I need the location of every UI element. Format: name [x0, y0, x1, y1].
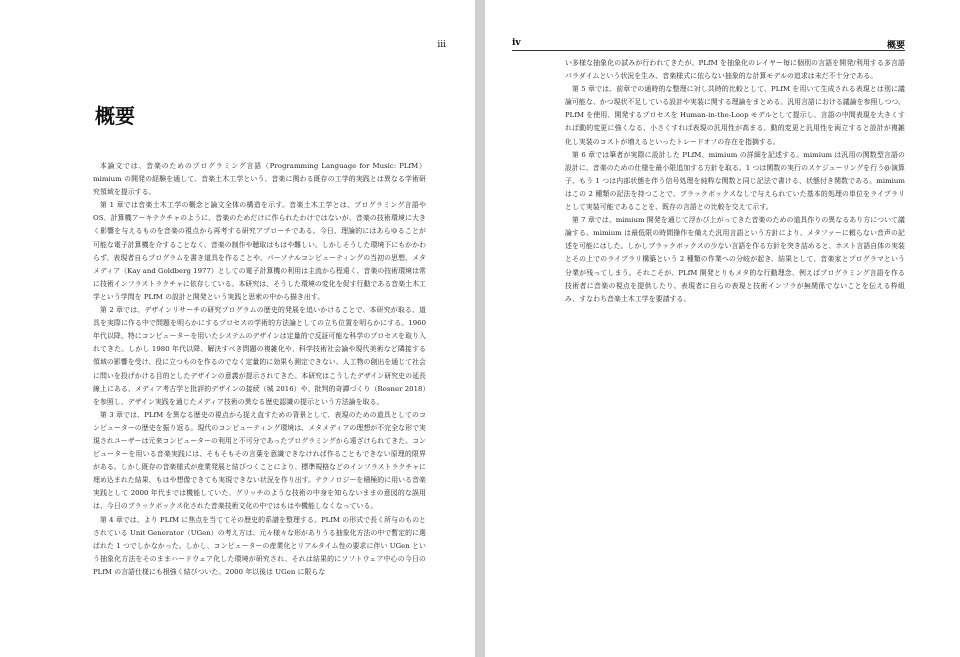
running-head [512, 38, 905, 51]
running-head-title: 概要 [886, 41, 905, 51]
chapter-title: 概要 [95, 104, 135, 128]
page-number: iii [437, 40, 446, 50]
page-gutter [475, 0, 485, 657]
page-iv [485, 0, 960, 657]
paragraph: 第 2 章では、デザインリサーチの研究プログラムの歴史的発展を追いかけることで、本研究が取る、道具を実際に作る中で問題を明らかにするプロセスの学術的方法論としての立ち位置を明らかにする。1960 年代以降、特にコンピューターを用いたシステムのデザインは定量的で反証可能な科学のプロセスを取り入れてきた。しかし 1980 年代以降、解決すべき問題の複雑化や、科学技術社会論や現代美術など隣接する領域の影響を受け、役に立つものを作るのでなく定量的に効果も測定できない、人工物の創出を通じて社会に問いを投げかける目的としたデザインの意義が提示されてきた。本研究はこうしたデザイン研究史の延長線上にある、メディア考古学と批評的デザインの接続（城 2016）や、批判的奇譚づくり（Rosner 2018）を参照し、デザイン実践を通じたメディア技術の異なる歴史認識の提示という方法論を取る。 [93, 306, 426, 406]
paragraph: 第 4 章では、より PLfM に焦点を当ててその歴史的系譜を整理する。PLfM の形式で長く所与のものとされている Unit Generator（UGen）の考え方は、元々様々な形がありうる抽象化方法の中で暫定的に選ばれた 1 つでしかなかった。しかし、コンピューターの産業化とリアルタイム性の要求に伴い UGen という抽象化方法をそのままハードウェア化した環境が研究され、それは結果的にソフトウェア中心の今日の PLfM の言語仕様にも根強く結びついた。2000 年以後は UGen に限らな [93, 515, 426, 576]
paragraph: 本論文では、音楽のためのプログラミング言語（Programming Language for Music: PLfM）mimium の開発の経験を通して、音楽土木工学という、音楽に関わる既存の工学的実践とは異なる学術研究領域を提示する。 [93, 162, 426, 197]
abstract-body-continued [565, 57, 905, 306]
paragraph: い多様な抽象化の試みが行われてきたが、PLfM を抽象化のレイヤー毎に個別の言語を開発/利用する多言語パラダイムという状況を生み、音楽様式に依らない抽象的な計算モデルの追求は未だ不十分である。 [565, 59, 905, 81]
page-number: iv [512, 38, 521, 48]
paragraph: 第 3 章では、PLfM を異なる歴史の視点から捉え直すための背景として、表現のための道具としてのコンピューターの歴史を振り返る。現代のコンピューティング環境は、メタメディアの理想が不完全な形で実現されユーザーは元来コンピューターの利用と不可分であったプログラミングから遠ざけられてきた。コンピューターを用いる音楽実践には、そもそもその言葉を意識できなければ作ることもできない原理的限界がある。しかし既存の音楽様式が産業発展と結びつくことにより、標準規格などのインフラストラクチャに埋め込まれた結果、もはや想像できても実現できない状況を作り出す。テクノロジーを積極的に用いる音楽実践として 2000 年代までは機能していた、グリッチのような技術の中身を知らないままの意図的な誤用は、今日のブラックボックス化された音楽技術文化の中ではもはや機能しなくなっている。 [93, 410, 426, 511]
page-iii [0, 0, 475, 657]
paragraph: 第 1 章では音楽土木工学の概念と論文全体の構造を示す。音楽土木工学とは、プログラミング言語や OS、計算機アーキテクチャのように、音楽のためだけに作られたわけではないが、音楽の技術環境に大きく影響を与えるものを音楽の視点から再考する研究アプローチである。今日、理論的にはあらゆることが可能な電子計算機を介することなく、音楽の制作や聴取はもはや難しい。しかしそうした環境下にもかかわらず、表現者自らプログラムを書き道具を作ることや、パーソナルコンピューティングの当初の思想、メタメディア（Kay and Goldberg 1977）としての電子計算機の利用は主流から程遠く、音楽の技術環境は常に技術インフラストラクチャに依存している。本研究は、そうした環境の変化を促す行動である音楽土木工学という学問を PLfM の設計と開発という実践と思索の中から描き出す。 [93, 201, 427, 301]
abstract-body [93, 160, 426, 579]
paragraph: 第 7 章では、mimium 開発を通じて浮かび上がってきた音楽のための道具作りの異なるあり方について議論する。mimium は最低限の時間操作を備えた汎用言語という方針により、メタファーに頼らない音声の記述を可能にはした。しかしブラックボックスの少ない言語を作る方針を突き詰めると、ホスト言語自体の実装とその上でのライブラリ構築という 2 種類の作業への分岐が起き、結果として、音楽家とプログラマという分業が残ってしまう。それこそが、PLfM 開発とりもメタ的な行動理念、例えばプログラミング言語を作る技術者に音楽の視点を提供したり、表現者に自らの表現と技術インフラが無関係でないことを伝える枠組み、すなわち音楽土木工学を要請する。 [565, 216, 905, 303]
paragraph: 第 5 章では、前章での通時的な整理に対し共時的比較として、PLfM を用いて生成される表現とは別に議論可能な、かつ現状不足している設計や実装に関する理論をまとめる。汎用言語における議論を参照しつつ、PLfM を使用、開発するプロセスを Human-in-the-Loop モデルとして提示し、言語の中間表現を大きくすれば動的変更に強くなる、小さくすれば表現の汎用性が高まる、動的変更と汎用性を両立すると設計が複雑化し実装のコストが増えるといったトレードオフの存在を指摘する。 [565, 85, 905, 146]
paragraph: 第 6 章では筆者が実際に設計した PLfM、mimium の詳細を記述する。mimium は汎用の関数型言語の設計に、音楽のための仕様を最小限追加する方針を取る。1 つは関数の実行のスケジューリングを行う@演算子、もう 1 つは内部状態を伴う信号処理を純粋な関数と同じ記法で書ける、状態付き関数である。mimium はこの 2 種類の記法を持つことで、ブラックボックスなしで与えられていた基本的処理の単位をライブラリとして実装可能であることを、既存の言語との比較を交えて示す。 [565, 150, 905, 212]
